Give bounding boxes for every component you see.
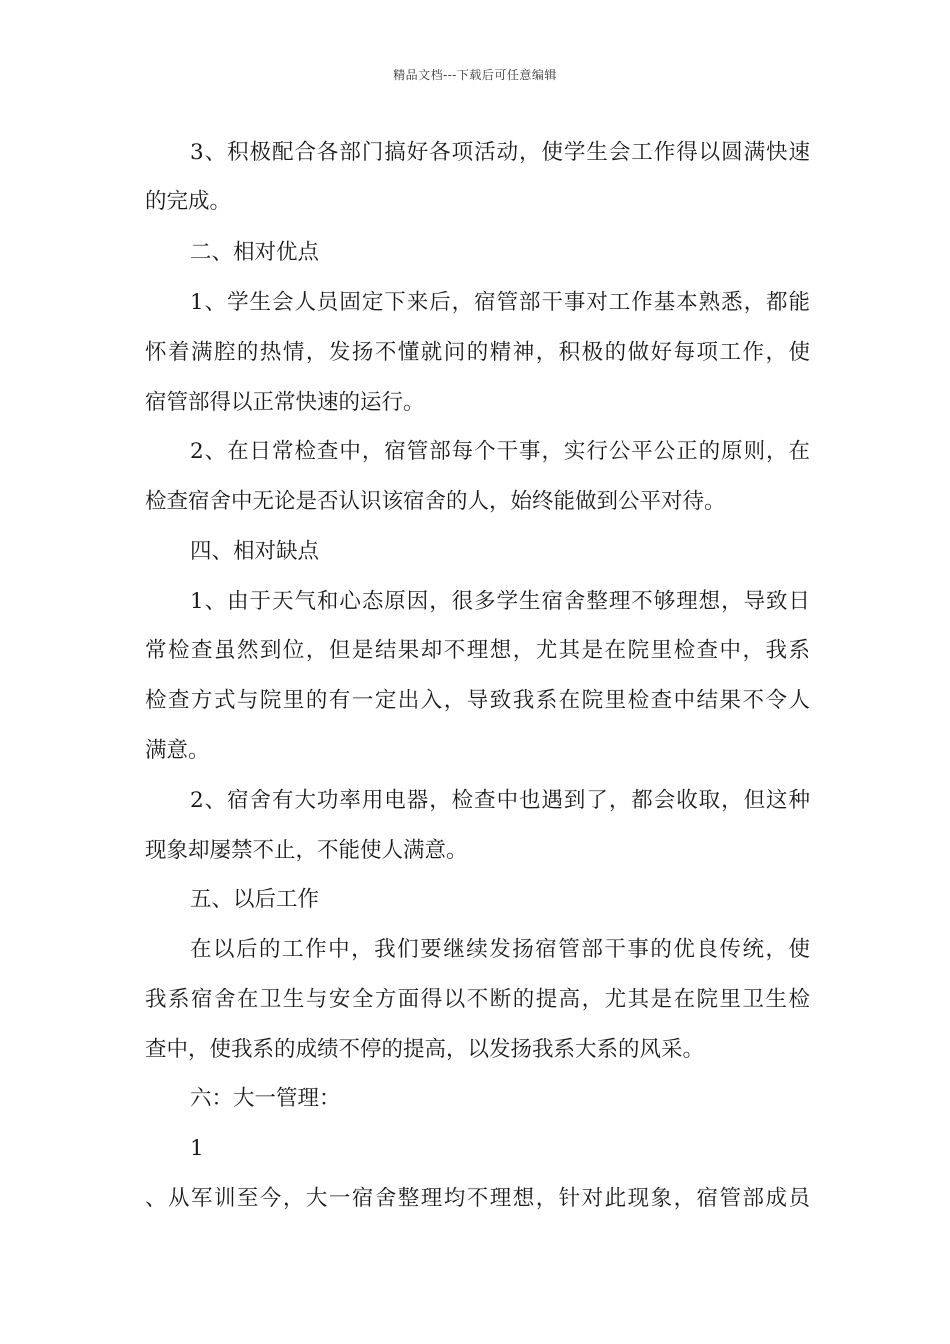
list-number: 1 [190,1136,204,1161]
paragraph-line: 1、学生会人员固定下来后，宿管部干事对工作基本熟悉，都能 [190,290,810,315]
section-heading: 四、相对缺点 [190,539,320,564]
paragraph-line: 检查宿舍中无论是否认识该宿舍的人，始终能做到公平对待。 [145,489,726,514]
section-heading: 二、相对优点 [190,240,320,265]
paragraph-line: 检查方式与院里的有一定出入，导致我系在院里检查中结果不令人 [145,688,810,713]
page-header: 精品文档---下载后可任意编辑 [393,68,557,82]
paragraph-line: 、从军训至今，大一宿舍整理均不理想，针对此现象，宿管部成员 [145,1186,810,1211]
paragraph-line: 宿管部得以正常快速的运行。 [145,390,425,415]
section-heading: 六：大一管理： [190,1086,341,1111]
paragraph-line: 满意。 [145,738,210,763]
paragraph-line: 在以后的工作中，我们要继续发扬宿管部干事的优良传统，使 [190,937,810,962]
paragraph-line: 2、宿舍有大功率用电器，检查中也遇到了，都会收取，但这种 [190,788,810,813]
paragraph-line: 现象却屡禁不止，不能使人满意。 [145,838,468,863]
paragraph-line: 我系宿舍在卫生与安全方面得以不断的提高，尤其是在院里卫生检 [145,987,810,1012]
paragraph-line: 2、在日常检查中，宿管部每个干事，实行公平公正的原则，在 [190,439,810,464]
paragraph-line: 常检查虽然到位，但是结果却不理想，尤其是在院里检查中，我系 [145,638,810,663]
paragraph-line: 怀着满腔的热情，发扬不懂就问的精神，积极的做好每项工作，使 [145,340,810,365]
section-heading: 五、以后工作 [190,887,320,912]
paragraph-line: 3、积极配合各部门搞好各项活动，使学生会工作得以圆满快速 [190,140,810,165]
paragraph-line: 查中，使我系的成绩不停的提高，以发扬我系大系的风采。 [145,1037,705,1062]
paragraph-line: 的完成。 [145,189,232,214]
paragraph-line: 1、由于天气和心态原因，很多学生宿舍整理不够理想，导致日 [190,589,810,614]
